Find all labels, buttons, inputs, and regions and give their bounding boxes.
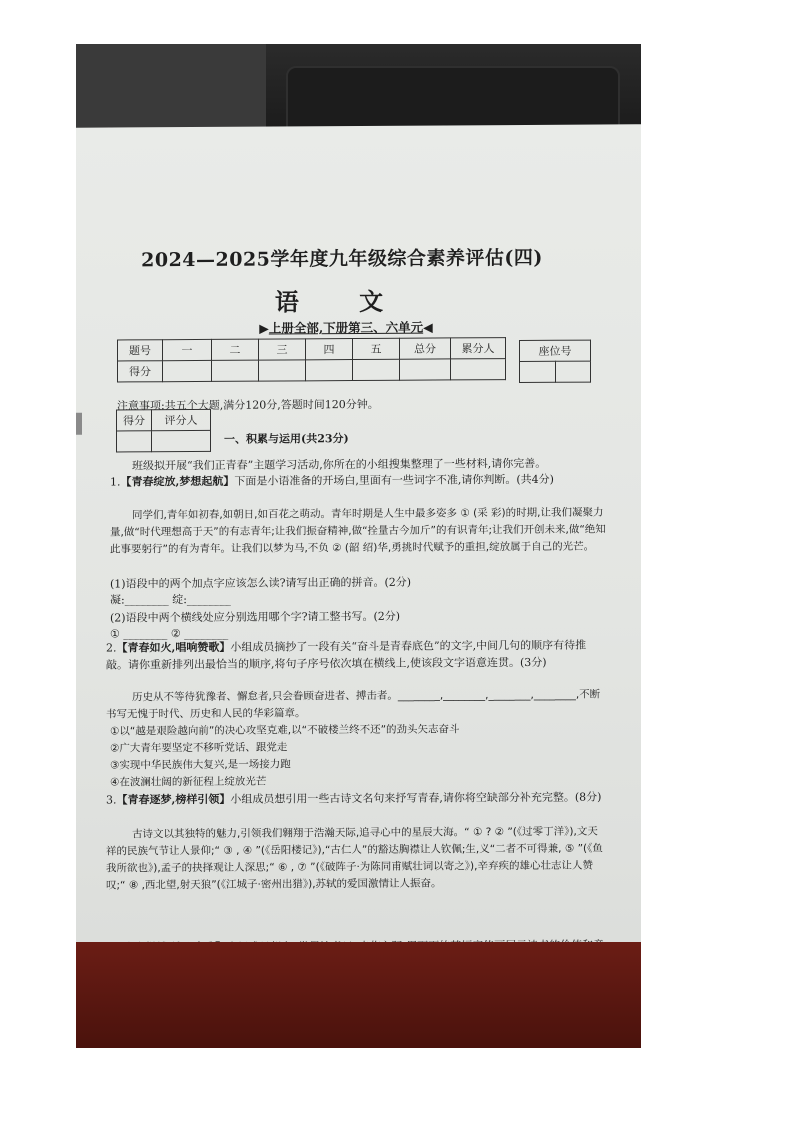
score-header-cell: 题号 [118,340,163,361]
subject-title: 语 文 [274,286,410,317]
q1-answer-1[interactable]: 凝:________ 绽:________ [110,592,231,607]
question-1 [110,470,608,490]
score-header-cell: 三 [259,339,306,360]
seat-label: 座位号 [520,340,591,361]
exam-scope [196,317,496,337]
seat-cell[interactable] [555,361,591,382]
question-text: 下面是小语准备的开场白,里面有一些词字不准,请你判断。(共4分) [234,472,554,488]
q2-option-2: ②广大青年要坚定不移听党话、跟党走 [110,741,288,755]
question-tag: 【青春如火,唱响赞歌】 [116,640,231,655]
grader-score-cell[interactable] [117,431,152,452]
q1-subquestion-2: (2)语段中两个横线处应分别选用哪个字?请工整书写。(2分) [110,609,401,625]
photo-background [76,44,641,1048]
q2-option-1: ①以“越是艰险越向前”的决心攻坚克难,以“不破楼兰终不还”的劲头矢志奋斗 [110,723,460,738]
question-text: 小组成员摘抄了一段有关“奋斗是青春底色”的文字,中间几句的顺序有待推敲。请你重新排列出最恰当的顺序,将句子序号依次填在横线上,使该段文字语意连贯。(3分) [106,638,587,672]
q1-subquestion-1: (1)语段中的两个加点字应该怎么读?请写出正确的拼音。(2分) [110,575,412,591]
score-row-label: 得分 [118,361,163,382]
scope-left-arrow: ▶ [259,320,269,336]
score-table [117,337,506,382]
score-header-cell: 累分人 [451,338,506,359]
activity-intro: 班级拟开展“我们正青春”主题学习活动,你所在的小组搜集整理了一些材料,请你完善。 [132,456,547,473]
score-header-cell: 二 [212,339,259,360]
question-tag: 【青春绽放,梦想起航】 [120,474,235,489]
section-heading: 一、积累与运用(共23分) [224,432,349,446]
exam-paper [76,124,641,945]
seat-table-row [520,361,591,382]
grader-row [117,430,211,452]
grader-name-cell[interactable] [152,430,211,451]
score-table-row [118,359,506,382]
q2-option-3: ③实现中华民族伟大复兴,是一场接力跑 [110,758,291,772]
question-number: 2. [106,641,117,655]
q1-answer-2[interactable]: ① ________ ② ________ [110,626,229,641]
score-header-cell: 五 [353,338,400,359]
grader-box [116,409,211,453]
score-cell[interactable] [400,359,451,380]
q3-passage: 古诗文以其独特的魅力,引领我们翱翔于浩瀚天际,追寻心中的星辰大海。“ ① ? ② ”(《过零丁洋》),文天祥的民族气节让人景仰;“ ③ , ④ ”(《岳阳楼记》),“古仁人”的豁达胸襟让人钦佩;生,义“二者不可得兼, ⑤ ”(《鱼我所欲也》),孟子的抉择观让人深思;“ ⑥ , ⑦ ”(《破阵子·为陈同甫赋壮词以寄之》),辛弃疾的雄心壮志让人赞叹;“ ⑧ ,西北望,射天狼”(《江城子·密州出猎》),苏轼的爱国激情让人振奋。 [106,825,603,892]
seat-table [519,340,591,383]
q2-passage: 历史从不等待犹豫者、懈怠者,只会眷顾奋进者、搏击者。________,________,________,________,不断书写无愧于时代、历史和人民的华彩篇章。 [106,688,601,721]
wooden-desk [76,942,641,1048]
question-number: 1. [110,475,121,489]
binding-mark [76,413,82,435]
scope-text: 上册全部,下册第三、六单元 [268,319,424,336]
score-cell[interactable] [212,360,259,381]
question-number: 3. [106,793,117,807]
question-tag: 【青春逐梦,榜样引领】 [116,792,231,807]
score-cell[interactable] [451,359,506,380]
score-table-header-row [118,338,506,361]
scope-right-arrow: ◀ [423,319,433,335]
grader-header-row [117,409,211,431]
score-cell[interactable] [163,360,212,381]
q1-passage: 同学们,青年如初春,如朝日,如百花之萌动。青年时期是人生中最多姿多 ① (采 彩)的时期,让我们凝聚力量,做“时代理想高于天”的有志青年;让我们振奋精神,做“拴量古今加斤”的有识青年;让我们开创未来,做“绝知此事要躬行”的有为青年。让我们以梦为马,不负 ② (韶 绍)华,勇挑时代赋予的重担,绽放属于自己的光芒。 [110,506,606,556]
question-3 [106,788,608,808]
seat-table-header-row [520,340,591,361]
score-cell[interactable] [259,360,306,381]
q2-option-4: ④在波澜壮阔的新征程上绽放光芒 [110,775,267,789]
seat-cell[interactable] [520,361,556,382]
score-header-cell: 一 [163,339,212,360]
question-text: 小组成员想引用一些古诗文名句来抒写青春,请你将空缺部分补充完整。(8分) [230,790,602,806]
score-header-cell: 四 [306,339,353,360]
grader-score-label: 得分 [117,410,152,431]
score-header-cell: 总分 [400,338,451,359]
score-cell[interactable] [306,360,353,381]
score-cell[interactable] [353,359,400,380]
exam-title: 2024—2025学年度九年级综合素养评估(四) [141,246,543,272]
question-2 [106,636,608,673]
grader-name-label: 评分人 [152,409,211,430]
exam-notice: 注意事项:共五个大题,满分120分,答题时间120分钟。 [117,397,379,413]
